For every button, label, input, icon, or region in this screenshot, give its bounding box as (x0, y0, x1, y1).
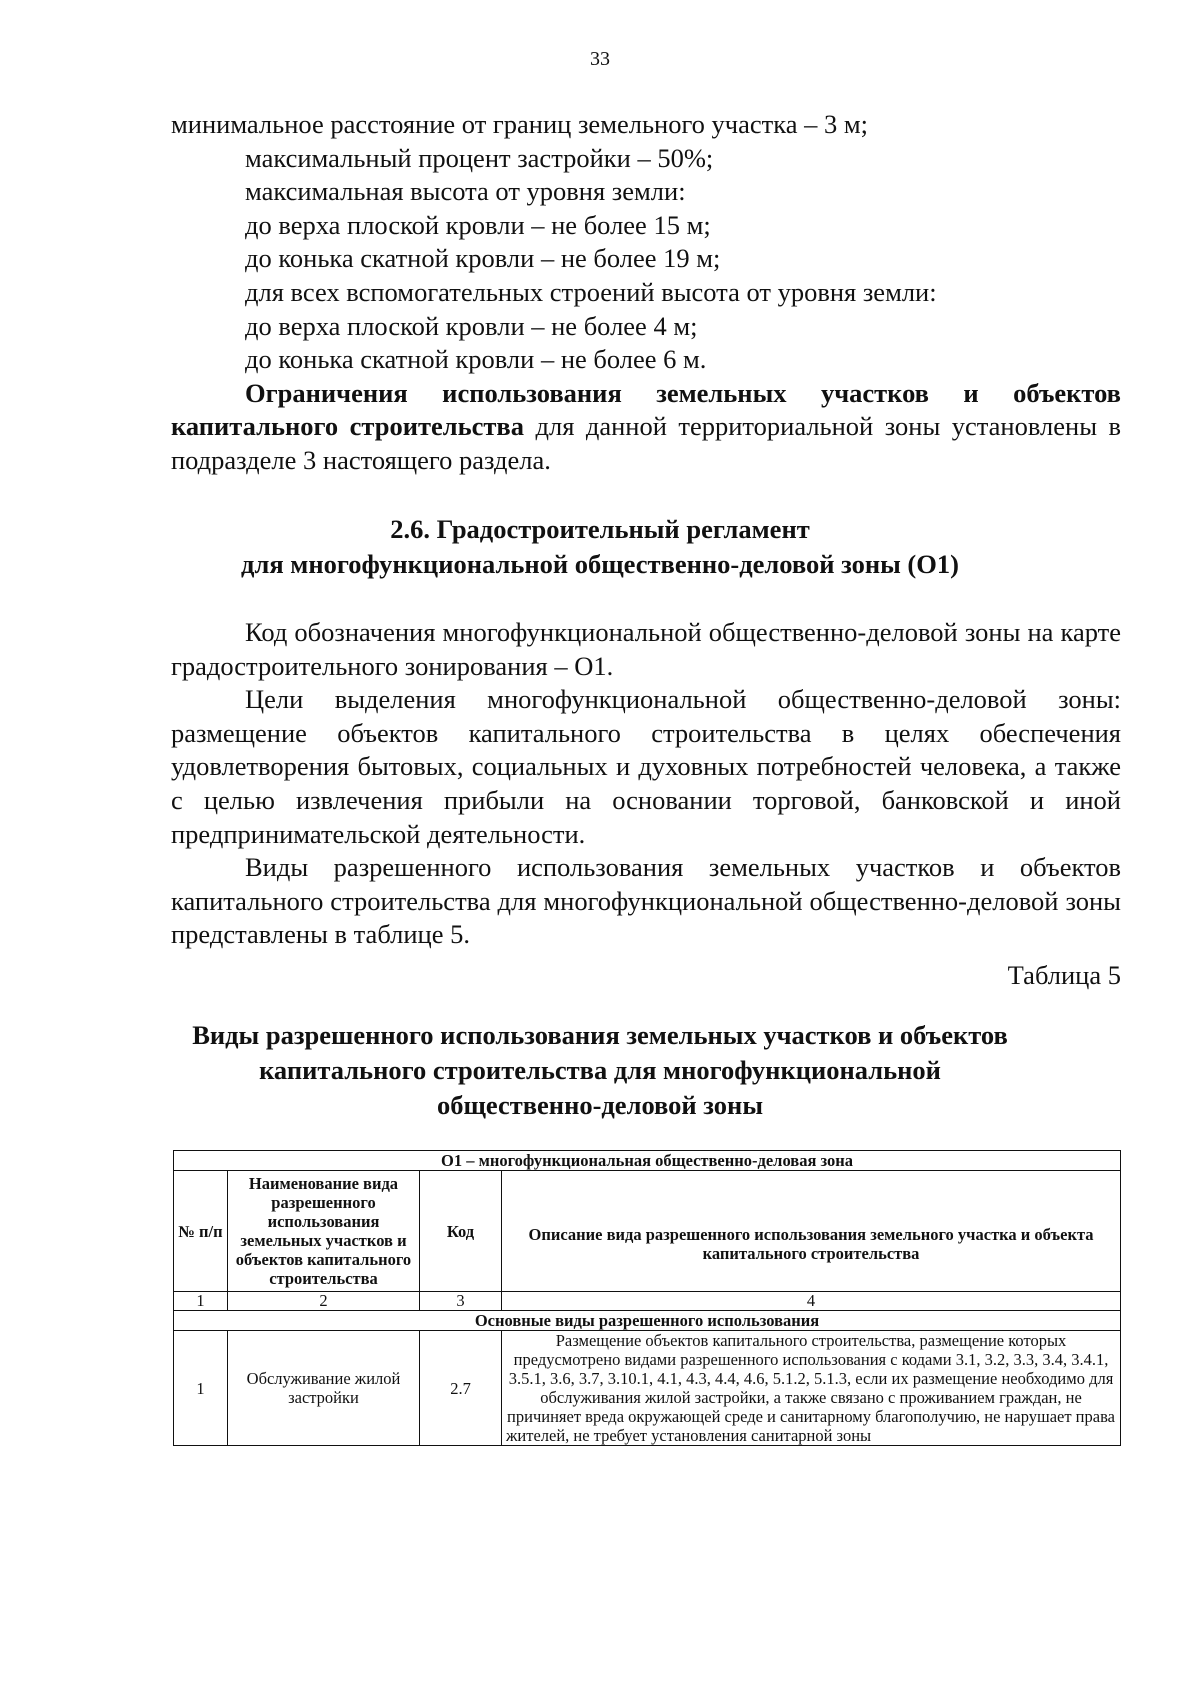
table-title-line-3: общественно-деловой зоны (436, 1090, 764, 1120)
restrictions-paragraph (171, 377, 1121, 478)
max-coverage-line: максимальный процент застройки – 50%; (245, 142, 714, 173)
row-desc: Размещение объектов капитального строительства, размещение которых предусмотрено видами разрешенного использования с кодами 3.1, 3.2, 3.3, 3.4, 3.4.1, 3.5.1, 3.6, 3.7, 3.10.1, 4.1, 4.3, 4.4, 4.6, 5.1.2, 5.1.3, если их размещение необходимо для обслуживания жилой застройки, а также связано с проживанием граждан, не причиняет вреда окружающей среде и санитарному благополучию, не нарушает права жителей, не требует установления санитарной зоны (502, 1331, 1121, 1446)
section-header-row (174, 1311, 1121, 1331)
auxiliary-buildings-line: для всех вспомогательных строений высота от уровня земли: (245, 276, 937, 307)
flat-roof-line: до верха плоской кровли – не более 15 м; (245, 209, 711, 240)
row-num: 1 (174, 1331, 228, 1446)
col-number-4: 4 (502, 1292, 1121, 1311)
regulation-parameters (171, 108, 1121, 478)
col-number-1: 1 (174, 1292, 228, 1311)
table-title (0, 1018, 1200, 1123)
col-header-code: Код (420, 1171, 502, 1292)
zone-code-paragraph: Код обозначения многофункциональной общественно-деловой зоны на карте градостроительного зонирования – О1. (171, 617, 1121, 681)
min-distance-line: минимальное расстояние от границ земельного участка – 3 м; (171, 109, 868, 139)
section-heading-line-2: для многофункциональной общественно-деловой зоны (О1) (241, 549, 959, 579)
table-title-line-1: Виды разрешенного использования земельных участков и объектов (192, 1020, 1008, 1050)
column-number-row (174, 1292, 1121, 1311)
row-code: 2.7 (420, 1331, 502, 1446)
col-number-3: 3 (420, 1292, 502, 1311)
table-label: Таблица 5 (1007, 960, 1121, 990)
zone-header-cell: О1 – многофункциональная общественно-деловая зона (174, 1151, 1121, 1171)
aux-pitched-roof-line: до конька скатной кровли – не более 6 м. (245, 344, 707, 375)
col-header-num: № п/п (174, 1171, 228, 1292)
column-header-row (174, 1171, 1121, 1292)
restrictions-bold-text: Ограничения использования земельных участков и объектов капитального строительства (171, 377, 1121, 442)
col-number-2: 2 (228, 1292, 420, 1311)
max-height-line: максимальная высота от уровня земли: (245, 176, 686, 207)
permitted-uses-paragraph: Виды разрешенного использования земельных участков и объектов капитального строительства для многофункциональной общественно-деловой зоны представлены в таблице 5. (171, 852, 1121, 950)
col-header-desc (502, 1171, 1121, 1292)
col-header-name: Наименование вида разрешенного использования земельных участков и объектов капитального строительства (228, 1171, 420, 1292)
pitched-roof-line: до конька скатной кровли – не более 19 м; (245, 243, 721, 274)
table-title-line-2: капитального строительства для многофункциональной (259, 1055, 941, 1085)
section-header-cell: Основные виды разрешенного использования (174, 1311, 1121, 1331)
restrictions-rest-text: для данной территориальной зоны установлены в подразделе 3 настоящего раздела. (171, 411, 1121, 475)
zone-goals-paragraph: Цели выделения многофункциональной общественно-деловой зоны: размещение объектов капитального строительства в целях обеспечения удовлетворения бытовых, социальных и духовных потребностей человека, а также с целью извлечения прибыли на основании торговой, банковской и иной предпринимательской деятельности. (171, 684, 1121, 849)
zone-header-row (174, 1151, 1121, 1171)
permitted-uses-table (173, 1150, 1121, 1446)
section-heading (0, 512, 1200, 582)
table-row (174, 1331, 1121, 1446)
page-number: 33 (590, 48, 610, 70)
section-heading-line-1: 2.6. Градостроительный регламент (390, 514, 810, 544)
section-paragraphs (171, 616, 1121, 952)
aux-flat-roof-line: до верха плоской кровли – не более 4 м; (245, 310, 698, 341)
row-name: Обслуживание жилой застройки (228, 1331, 420, 1446)
col-header-desc-text: Описание вида разрешенного использования земельного участка и объекта капитального строительства (528, 1225, 1094, 1263)
